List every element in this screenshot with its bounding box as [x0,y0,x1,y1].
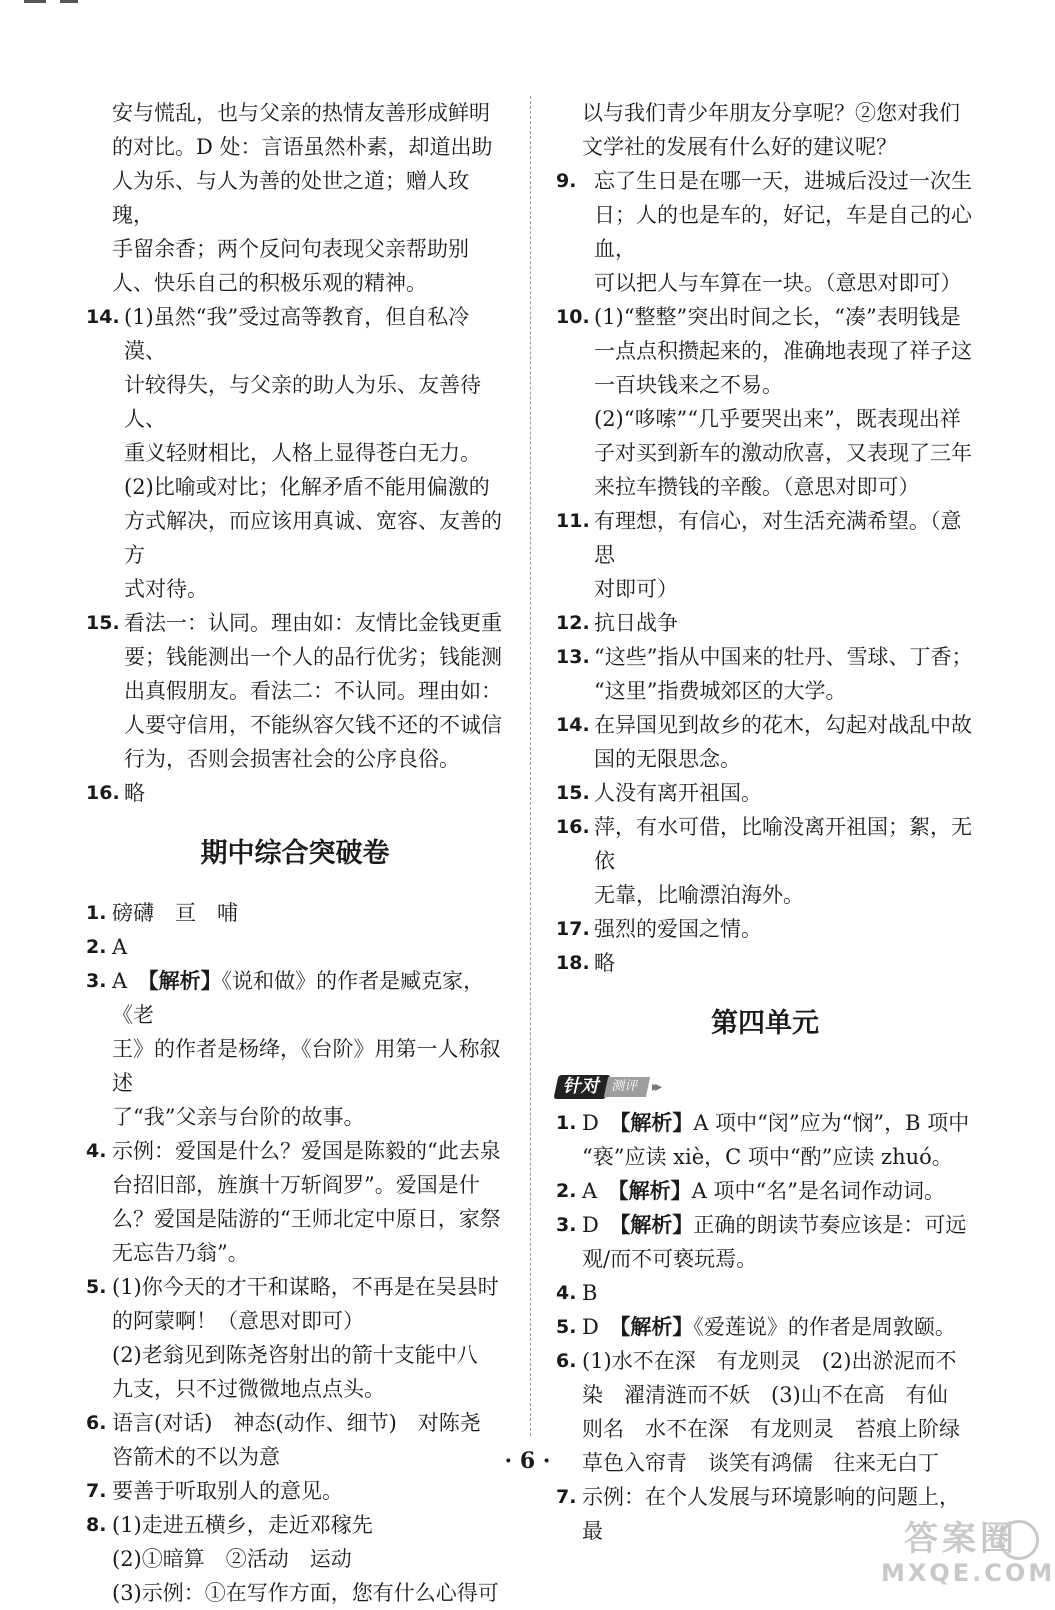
analysis-tag: 【解析】 [148,968,222,993]
item-text [112,1576,504,1610]
item-line-text: 《说和做》的作者是臧克家，《老 [112,969,485,1027]
item-text [594,946,974,980]
answer-item [86,1270,504,1338]
item-line: 语言(对话) 神态(动作、细节) 对陈尧 [112,1411,481,1435]
answer-item [86,1474,504,1508]
item-line: 计较得失，与父亲的助人为乐、友善待人、 [124,373,481,431]
answer-item [86,776,504,810]
item-line: A [112,935,128,959]
answer-choice: D [582,1213,620,1237]
item-text [594,912,974,946]
item-number: 3. [556,1214,577,1236]
answer-item [86,964,504,1134]
item-line-text: 《爱莲说》的作者是周敦颐。 [693,1315,956,1339]
item-line-text: 正确的朗读节奏应该是：可远 [693,1213,967,1237]
item-line: 在异国见到故乡的花木，勾起对战乱中故 [594,713,972,737]
item-line: 有理想，有信心，对生活充满希望。（意思 [594,509,962,567]
answer-item [556,164,974,300]
item-line: (1)“整整”突出时间之长，“凑”表明钱是 [594,305,961,329]
item-line: 萍，有水可借，比喻没离开祖国；絮，无依 [594,815,972,873]
item-line: 草色入帘青 谈笑有鸿儒 往来无白丁 [582,1451,939,1475]
answer-item [556,606,974,640]
item-text [582,1310,974,1344]
page-number: · 6 · [504,1448,551,1474]
item-text [112,1474,504,1508]
item-line: 台招旧部，旌旗十万斩阎罗”。爱国是什 [112,1173,480,1197]
answer-item [556,912,974,946]
item-number: 4. [86,1140,107,1162]
answer-item [556,1208,974,1276]
item-line: 略 [124,781,145,805]
site-watermark [881,1518,1055,1592]
item-text [112,964,504,1134]
item-line: 对即可） [594,577,678,601]
item-number: 16. [86,782,120,804]
section-title-unit-four: 第四单元 [711,1008,819,1039]
analysis-tag: 【解析】 [618,1178,692,1203]
item-number: 5. [86,1276,107,1298]
item-line: 看法一：认同。理由如：友情比金钱更重 [124,611,502,635]
item-line: 无忘告乃翁”。 [112,1241,249,1265]
item-line: 要；钱能测出一个人的品行优劣；钱能测 [124,645,502,669]
item-number: 9. [556,170,577,192]
item-line [582,1208,974,1242]
answer-item [86,470,504,606]
answer-item [556,640,974,708]
item-number: 13. [556,646,590,668]
item-line: (2)比喻或对比；化解矛盾不能用偏激的 [124,475,490,499]
item-text [594,708,974,776]
item-line: 出真假朋友。看法二：不认同。理由如： [124,679,502,703]
item-line: 了“我”父亲与台阶的故事。 [112,1105,365,1129]
answer-choice: D [582,1315,620,1339]
item-line: 则名 水不在深 有龙则灵 苔痕上阶绿 [582,1417,960,1441]
item-number: 6. [556,1350,577,1372]
item-text [112,1542,504,1576]
item-line-text: A 项中“名”是名词作动词。 [691,1179,945,1203]
item-line: 咨箭术的不以为意 [112,1445,280,1469]
item-number: 7. [86,1480,107,1502]
item-line: 可以把人与车算在一块。（意思对即可） [594,271,962,295]
continuation-line: 人为乐、与人为善的处世之道；赠人玫瑰， [112,169,469,227]
item-number: 1. [556,1112,577,1134]
continuation-line: 以与我们青少年朋友分享呢？②您对我们 [582,101,960,125]
answer-item [86,300,504,470]
item-number: 11. [556,510,590,532]
chevron-right-icon: ▸▸ [652,1079,659,1095]
item-line: 子对买到新车的激动欣喜，又表现了三年 [594,441,972,465]
item-number: 14. [86,306,120,328]
item-number: 8. [86,1514,107,1536]
item-number: 10. [556,306,590,328]
item-line: 一点点积攒起来的，准确地表现了祥子这 [594,339,972,363]
continuation-line: 的对比。D 处：言语虽然朴素，却道出助 [112,135,493,159]
answer-choice: A [112,969,149,993]
right-items-a [556,164,974,980]
item-line: (2)“哆嗦”“几乎要哭出来”，既表现出祥 [594,407,961,431]
item-number: 6. [86,1412,107,1434]
watermark-logo-icon [999,1520,1039,1560]
item-text [112,930,504,964]
item-text [594,810,974,912]
item-number: 14. [556,714,590,736]
item-text [594,776,974,810]
item-line: 方式解决，而应该用真诚、宽容、友善的方 [124,509,502,567]
item-text [124,300,504,470]
left-items-b [86,896,504,1610]
item-line: 日；人的也是车的，好记，车是自己的心血， [594,203,972,261]
answer-item [556,810,974,912]
answer-item [556,1276,974,1310]
item-line: 磅礴 亘 哺 [112,901,238,925]
analysis-tag: 【解析】 [619,1110,694,1135]
item-line [582,1106,974,1140]
item-line: 忘了生日是在哪一天，进城后没过一次生 [594,169,972,193]
item-line: B [582,1281,598,1305]
item-text [594,640,974,708]
item-text [582,1174,974,1208]
item-number: 16. [556,816,590,838]
right-items-b [556,1106,974,1548]
item-text [594,164,974,300]
answer-item [86,1542,504,1576]
item-line [582,1310,974,1344]
answer-item [86,896,504,930]
item-line: 人没有离开祖国。 [594,781,762,805]
item-line: 行为，否则会损害社会的公序良俗。 [124,747,460,771]
answer-item [556,776,974,810]
item-text [112,1508,504,1542]
item-text [594,402,974,504]
item-line: 王》的作者是杨绛，《台阶》用第一人称叙述 [112,1037,501,1095]
item-number: 15. [86,612,120,634]
left-items-a [86,300,504,810]
item-line: 式对待。 [124,577,208,601]
item-text [594,300,974,402]
answer-item [556,946,974,980]
item-line [582,1174,974,1208]
item-number: 17. [556,918,590,940]
item-line: “这里”指费城郊区的大学。 [594,679,847,703]
item-text [112,1338,504,1406]
item-number: 1. [86,902,107,924]
item-line: (2)①暗算 ②活动 运动 [112,1547,352,1571]
item-number: 12. [556,612,590,634]
continuation-line: 手留余香；两个反问句表现父亲帮助别 [112,237,469,261]
left-column [86,96,504,1610]
item-text [594,606,974,640]
badge-label-light: 测评 [604,1077,650,1097]
item-line: 九支，只不过微微地点点头。 [112,1377,385,1401]
left-continuation [86,96,504,300]
item-line: 强烈的爱国之情。 [594,917,762,941]
item-line: 抗日战争 [594,611,678,635]
item-line: 示例：在个人发展与环境影响的问题上，最 [582,1485,960,1543]
watermark-bottom-text: MXQE.COM [881,1559,1055,1587]
right-continuation [556,96,974,164]
item-line: 观/而不可亵玩焉。 [582,1247,758,1271]
item-line: 的阿蒙啊！（意思对即可） [112,1309,364,1333]
item-line: 略 [594,951,615,975]
answer-item [86,1338,504,1406]
item-text [124,470,504,606]
answer-item [556,708,974,776]
item-line: 重义轻财相比，人格上显得苍白无力。 [124,441,481,465]
item-line [112,964,504,1032]
item-number: 2. [86,936,107,958]
item-line: 示例：爱国是什么？爱国是陈毅的“此去泉 [112,1139,501,1163]
answer-item [86,1576,504,1610]
badge-label-dark: 针对 [553,1075,610,1099]
continuation-line: 文学社的发展有什么好的建议呢？ [582,135,897,159]
item-line: 来拉车攒钱的辛酸。（意思对即可） [594,475,920,499]
item-text [124,776,504,810]
item-number: 7. [556,1486,577,1508]
item-number: 15. [556,782,590,804]
section-title-midterm: 期中综合突破卷 [200,838,390,869]
answer-item [556,1106,974,1174]
item-line: 一百块钱来之不易。 [594,373,783,397]
item-text [112,1270,504,1338]
column-divider [530,96,531,1436]
answer-choice: D [582,1111,620,1135]
item-line: (1)走进五横乡，走近邓稼先 [112,1513,373,1537]
answer-item [86,930,504,964]
answer-item [556,504,974,606]
item-text [582,1106,974,1174]
item-number: 18. [556,952,590,974]
evaluation-badge [556,1072,658,1102]
item-line: (2)老翁见到陈尧咨射出的箭十支能中八 [112,1343,478,1367]
item-number: 3. [86,970,107,992]
item-number: 2. [556,1180,577,1202]
item-line: (1)你今天的才干和谋略，不再是在吴县时 [112,1275,499,1299]
item-text [582,1208,974,1276]
item-line-text: A 项中“闵”应为“悯”，B 项中 [693,1111,970,1135]
answer-item [556,1310,974,1344]
answer-item [86,1508,504,1542]
item-line: (3)示例：①在写作方面，您有什么心得可 [112,1581,499,1605]
item-text [124,606,504,776]
right-column [556,96,974,1548]
item-line: “这些”指从中国来的牡丹、雪球、丁香； [594,645,973,669]
answer-item [556,402,974,504]
item-line: “亵”应读 xiè，C 项中“酌”应读 zhuó。 [582,1145,953,1169]
analysis-tag: 【解析】 [619,1212,694,1237]
answer-item [556,1174,974,1208]
answer-item [556,300,974,402]
item-line: 染 濯清涟而不妖 (3)山不在高 有仙 [582,1383,948,1407]
continuation-line: 安与慌乱，也与父亲的热情友善形成鲜明 [112,101,490,125]
item-number: 5. [556,1316,577,1338]
watermark-top-text: 答案圈 [904,1519,1018,1559]
item-text [112,1134,504,1270]
item-line: 人要守信用，不能纵容欠钱不还的不诚信 [124,713,502,737]
answer-item [86,1134,504,1270]
item-text [582,1276,974,1310]
item-line: (1)虽然“我”受过高等教育，但自私冷漠、 [124,305,470,363]
continuation-line: 人、快乐自己的积极乐观的精神。 [112,271,427,295]
scan-edge-marks [24,0,94,8]
item-number: 4. [556,1282,577,1304]
item-line: 要善于听取别人的意见。 [112,1479,343,1503]
answer-item [86,606,504,776]
item-line: (1)水不在深 有龙则灵 (2)出淤泥而不 [582,1349,957,1373]
item-line: 国的无限思念。 [594,747,741,771]
item-line: 无靠，比喻漂泊海外。 [594,883,804,907]
item-line: 么？爱国是陆游的“王师北定中原日，家祭 [112,1207,501,1231]
analysis-tag: 【解析】 [619,1314,694,1339]
answer-choice: A [582,1179,619,1203]
item-text [594,504,974,606]
item-text [112,896,504,930]
